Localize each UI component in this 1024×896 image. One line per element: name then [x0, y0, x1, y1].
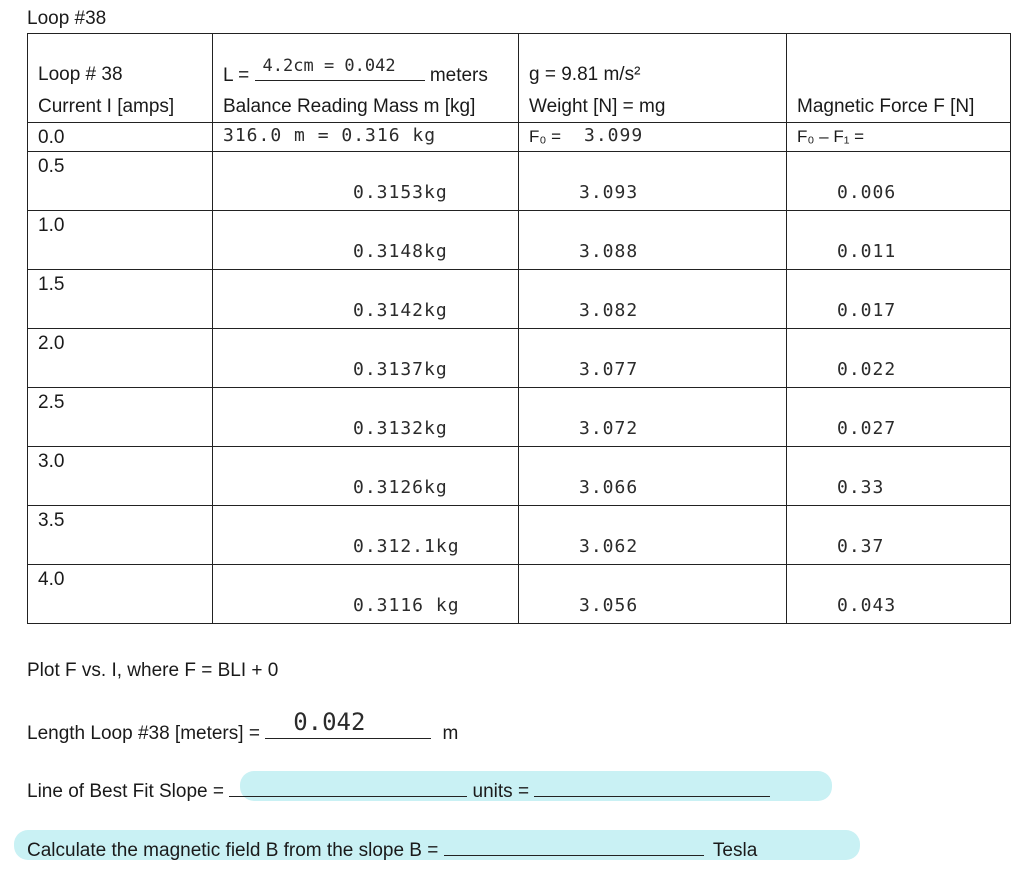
- field-row: [27, 835, 757, 862]
- table-row: [28, 123, 1011, 152]
- force-cell: 0.33: [837, 477, 885, 498]
- mass-cell: 0.3153kg: [353, 182, 448, 203]
- force-cell: 0.37: [837, 536, 885, 557]
- mass-cell: 0.3116 kg: [353, 595, 460, 616]
- weight-cell: 3.099: [584, 125, 644, 146]
- current-cell: 0.5: [38, 156, 65, 177]
- force-cell: 0.006: [837, 182, 897, 203]
- table-row: [28, 447, 1011, 506]
- weight-cell: 3.062: [579, 536, 639, 557]
- current-cell: 2.0: [38, 333, 65, 354]
- length-line: [223, 56, 488, 87]
- force-cell: 0.027: [837, 418, 897, 439]
- gravity-label: g = 9.81 m/s²: [529, 64, 641, 85]
- force-header: Magnetic Force F [N]: [797, 96, 975, 117]
- table-row: [28, 152, 1011, 211]
- weight-header: Weight [N] = mg: [529, 96, 666, 117]
- length-row-label: Length Loop #38 [meters] =: [27, 723, 260, 744]
- field-label: Calculate the magnetic field B from the slope B =: [27, 840, 439, 861]
- field-unit: Tesla: [712, 840, 758, 861]
- current-cell: 3.5: [38, 510, 65, 531]
- slope-label: Line of Best Fit Slope =: [27, 781, 224, 802]
- length-row: [27, 708, 459, 745]
- length-row-value: 0.042: [293, 708, 366, 736]
- current-cell: 4.0: [38, 569, 65, 590]
- table-row: [28, 270, 1011, 329]
- mass-cell: 0.3132kg: [353, 418, 448, 439]
- slope-row: [27, 776, 770, 803]
- mass-cell: 0.3137kg: [353, 359, 448, 380]
- header-weight: [519, 34, 787, 123]
- slope-blank[interactable]: [229, 776, 467, 797]
- weight-cell: 3.088: [579, 241, 639, 262]
- header-row: [28, 34, 1011, 123]
- mass-cell: 316.0 m = 0.316 kg: [223, 125, 437, 146]
- length-handwritten: 4.2cm = 0.042: [262, 56, 396, 76]
- force-cell: 0.043: [837, 595, 897, 616]
- units-label: units =: [472, 781, 530, 802]
- header-mass: [213, 34, 519, 123]
- current-cell: 3.0: [38, 451, 65, 472]
- weight-cell: 3.066: [579, 477, 639, 498]
- weight-cell: 3.093: [579, 182, 639, 203]
- plot-instruction: Plot F vs. I, where F = BLI + 0: [27, 660, 279, 681]
- weight-label: F₀ =: [529, 127, 562, 146]
- force-cell: 0.022: [837, 359, 897, 380]
- current-header: Current I [amps]: [38, 96, 175, 117]
- weight-cell: 3.056: [579, 595, 639, 616]
- mass-cell: 0.312.1kg: [353, 536, 460, 557]
- data-table: [27, 33, 1011, 624]
- field-blank[interactable]: [444, 835, 704, 856]
- length-prefix: L =: [223, 65, 250, 86]
- table-row: [28, 506, 1011, 565]
- force-cell: 0.017: [837, 300, 897, 321]
- page-title: Loop #38: [27, 8, 107, 29]
- weight-cell: 3.072: [579, 418, 639, 439]
- header-force: [787, 34, 1011, 123]
- current-cell: 1.0: [38, 215, 65, 236]
- mass-cell: 0.3126kg: [353, 477, 448, 498]
- weight-cell: 3.082: [579, 300, 639, 321]
- mass-cell: 0.3148kg: [353, 241, 448, 262]
- table-row: [28, 211, 1011, 270]
- header-current: [28, 34, 213, 123]
- loop-number-label: Loop # 38: [38, 64, 123, 85]
- current-cell: 1.5: [38, 274, 65, 295]
- current-cell: 0.0: [38, 127, 65, 148]
- units-blank[interactable]: [534, 776, 770, 797]
- mass-header: Balance Reading Mass m [kg]: [223, 96, 476, 117]
- current-cell: 2.5: [38, 392, 65, 413]
- table-row: [28, 329, 1011, 388]
- mass-cell: 0.3142kg: [353, 300, 448, 321]
- weight-cell: 3.077: [579, 359, 639, 380]
- length-row-unit: m: [442, 723, 459, 744]
- force-label: F₀ – F₁ =: [797, 127, 865, 146]
- force-cell: 0.011: [837, 241, 897, 262]
- table-row: [28, 388, 1011, 447]
- table-row: [28, 565, 1011, 624]
- length-suffix: meters: [429, 65, 488, 86]
